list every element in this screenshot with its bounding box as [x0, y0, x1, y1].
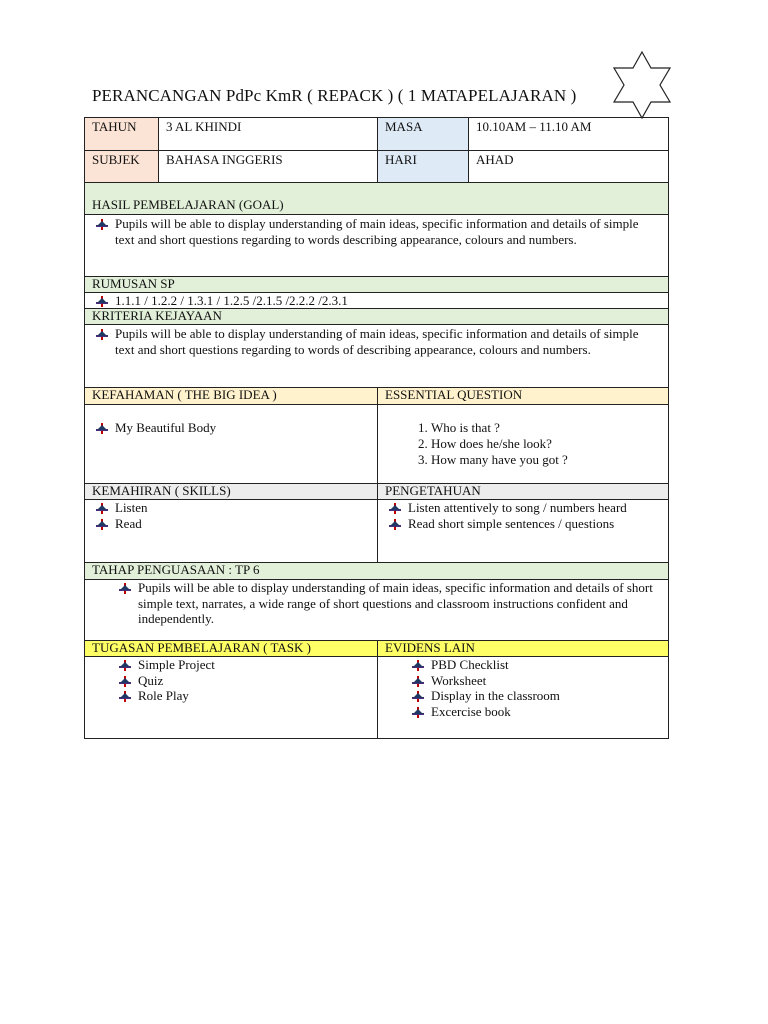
- list-item: 3. How many have you got ?: [431, 452, 661, 468]
- tahun-label: TAHUN: [85, 118, 158, 150]
- rumusan-list: [92, 293, 661, 309]
- list-item: Role Play: [115, 688, 370, 704]
- goal-body-row: [85, 215, 668, 277]
- kriteria-body-row: [85, 325, 668, 388]
- rumusan-body-row: [85, 293, 668, 309]
- task-heading-row: [85, 641, 668, 657]
- list-item: Listen: [92, 500, 370, 516]
- hari-label: HARI: [377, 151, 468, 182]
- skills-list: [92, 500, 370, 531]
- list-item: Pupils will be able to display understanding of main ideas, specific information and details of simple text and short questions regarding to words of describing appearance, colours and numbers.: [92, 326, 661, 357]
- tahun-value: 3 AL KHINDI: [158, 118, 377, 150]
- list-item: Read short simple sentences / questions: [385, 516, 661, 532]
- bullet-icon: [412, 707, 424, 718]
- list-item: Simple Project: [115, 657, 370, 673]
- bigidea-heading: KEFAHAMAN ( THE BIG IDEA ): [85, 388, 377, 404]
- list-item: Quiz: [115, 673, 370, 689]
- task-heading: TUGASAN PEMBELAJARAN ( TASK ): [85, 641, 377, 656]
- bullet-icon: [389, 503, 401, 514]
- essential-list: [385, 420, 661, 468]
- pengetahuan-list: [385, 500, 661, 531]
- list-item: 1. Who is that ?: [431, 420, 661, 436]
- bullet-icon: [119, 691, 131, 702]
- bigidea-list: [92, 420, 370, 436]
- list-item: Listen attentively to song / numbers heard: [385, 500, 661, 516]
- tp-list: [115, 580, 661, 627]
- list-item: 2. How does he/she look?: [431, 436, 661, 452]
- goal-heading: HASIL PEMBELAJARAN (GOAL): [92, 197, 284, 212]
- lesson-plan-table: [84, 117, 669, 739]
- masa-value: 10.10AM – 11.10 AM: [468, 118, 668, 150]
- list-item: Excercise book: [408, 704, 661, 720]
- essential-heading: ESSENTIAL QUESTION: [377, 388, 668, 404]
- evidens-list: [408, 657, 661, 719]
- kriteria-list: [92, 326, 661, 357]
- subjek-value: BAHASA INGGERIS: [158, 151, 377, 182]
- list-item: Display in the classroom: [408, 688, 661, 704]
- rumusan-heading: RUMUSAN SP: [92, 276, 175, 291]
- skills-body-row: [85, 500, 668, 563]
- page-title: PERANCANGAN PdPc KmR ( REPACK ) ( 1 MATAPELAJARAN ): [92, 86, 577, 105]
- task-body-row: [85, 657, 668, 738]
- masa-label: MASA: [377, 118, 468, 150]
- list-item: Pupils will be able to display understanding of main ideas, specific information and details of simple text and short questions regarding to words describing appearance, colours and numbers.: [92, 216, 661, 247]
- bigidea-heading-row: [85, 388, 668, 405]
- bullet-icon: [389, 519, 401, 530]
- goal-list: [92, 216, 661, 247]
- pengetahuan-heading: PENGETAHUAN: [377, 484, 668, 499]
- kriteria-heading: KRITERIA KEJAYAAN: [92, 308, 222, 323]
- bullet-icon: [412, 660, 424, 671]
- list-item: My Beautiful Body: [92, 420, 370, 436]
- bullet-icon: [96, 503, 108, 514]
- list-item: Pupils will be able to display understanding of main ideas, specific information and details of short simple text, narrates, a wide range of short questions and classroom instructions confident and independently.: [115, 580, 661, 627]
- bullet-icon: [119, 676, 131, 687]
- list-item: PBD Checklist: [408, 657, 661, 673]
- subjek-label: SUBJEK: [85, 151, 158, 182]
- bullet-icon: [412, 676, 424, 687]
- tp-heading-row: [85, 563, 668, 580]
- bullet-icon: [412, 691, 424, 702]
- bullet-icon: [96, 219, 108, 230]
- evidens-heading: EVIDENS LAIN: [377, 641, 668, 656]
- bullet-icon: [96, 296, 108, 307]
- task-list: [115, 657, 370, 704]
- tp-body-row: [85, 580, 668, 641]
- skills-heading-row: [85, 484, 668, 500]
- bullet-icon: [96, 519, 108, 530]
- bullet-icon: [96, 423, 108, 434]
- rumusan-heading-row: [85, 277, 668, 293]
- star-icon: [608, 50, 676, 120]
- bigidea-body-row: [85, 405, 668, 484]
- skills-heading: KEMAHIRAN ( SKILLS): [85, 484, 377, 499]
- row-tahun-masa: [85, 118, 668, 151]
- list-item: Worksheet: [408, 673, 661, 689]
- hari-value: AHAD: [468, 151, 668, 182]
- list-item: 1.1.1 / 1.2.2 / 1.3.1 / 1.2.5 /2.1.5 /2.2.2 /2.3.1: [92, 293, 661, 309]
- kriteria-heading-row: [85, 309, 668, 325]
- row-subjek-hari: [85, 151, 668, 183]
- goal-heading-row: [85, 183, 668, 215]
- list-item: Read: [92, 516, 370, 532]
- bullet-icon: [119, 583, 131, 594]
- bullet-icon: [96, 329, 108, 340]
- tp-heading: TAHAP PENGUASAAN : TP 6: [92, 562, 260, 577]
- bullet-icon: [119, 660, 131, 671]
